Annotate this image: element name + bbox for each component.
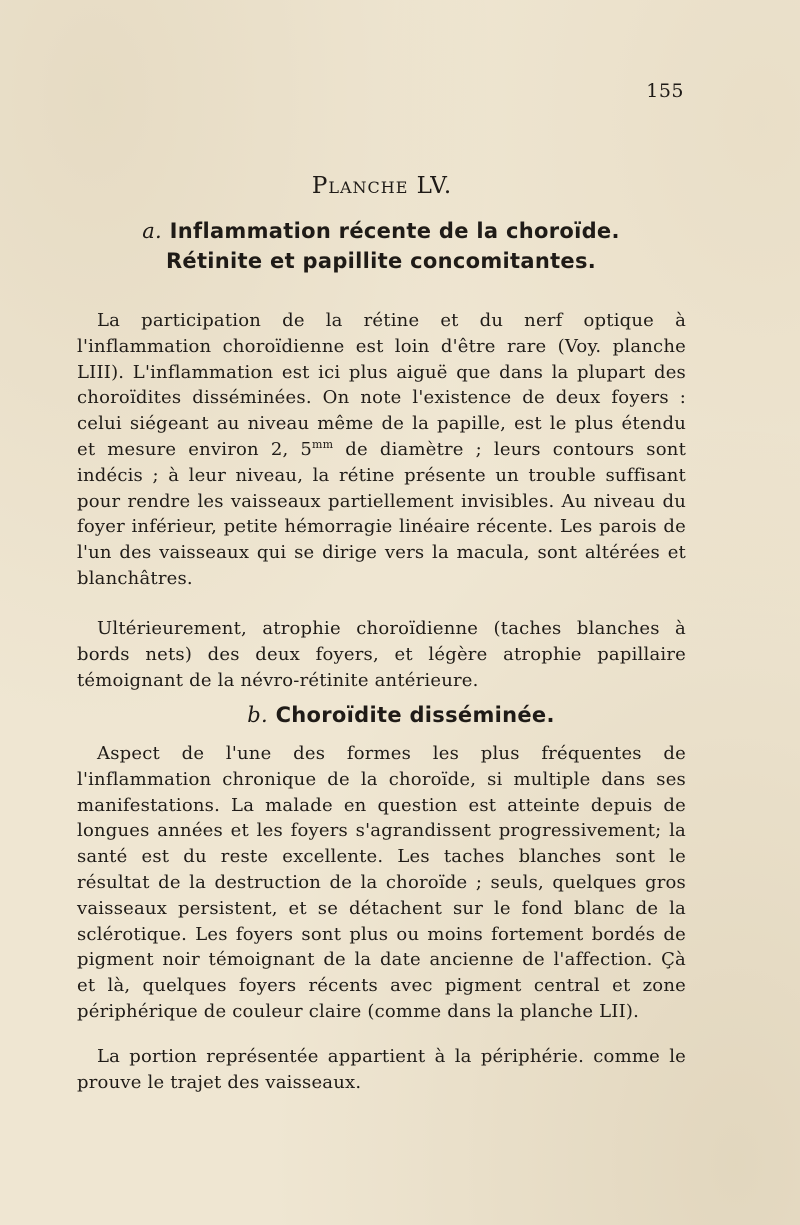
section-b-paragraph-2: La portion représentée appartient à la périphérie. comme le prouve le trajet des vaisseaux. — [77, 1046, 686, 1093]
section-a-heading-line1 — [76, 216, 686, 246]
section-a-paragraph-1-part1: La participation de la rétine et du nerf optique à l'inflammation choroïdienne est loin d'être rare (Voy. planche LIII). L'inflammation est ici plus aiguë que dans la plupart des choroïdites disséminées. On note l'existence de deux foyers : celui siégeant au niveau même de la papille, est le plus étendu et mesure environ 2, 5 — [77, 310, 686, 460]
section-a-paragraph-1 — [77, 308, 686, 592]
section-a-letter: a. — [142, 219, 163, 243]
section-b-letter: b. — [247, 703, 268, 727]
section-a-title-line1: Inflammation récente de la choroïde. — [169, 219, 620, 243]
section-a-heading — [76, 216, 686, 276]
section-a-paragraph-1-unit: mm — [312, 437, 334, 451]
section-a-paragraph-2: Ultérieurement, atrophie choroïdienne (taches blanches à bords nets) des deux foyers, et légère atrophie papillaire témoignant de la névro-rétinite antérieure. — [77, 618, 686, 691]
section-b-title: Choroïdite disséminée. — [275, 703, 555, 727]
section-a-paragraph-1-part2: de diamètre ; leurs contours sont indécis ; à leur niveau, la rétine présente un trouble suffisant pour rendre les vaisseaux partiellement invisibles. Au niveau du foyer inférieur, petite hémorragie linéaire récente. Les parois de l'un des vaisseaux qui se dirige vers la macula, sont altérées et blanchâtres. — [77, 438, 687, 589]
section-b-paragraph-1: Aspect de l'une des formes les plus fréquentes de l'inflammation chronique de la choroïde, si multiple dans ses manifestations. La malade en question est atteinte depuis de longues années et les foyers s'agrandissent progressivement; la santé est du reste excellente. Les taches blanches sont le résultat de la destruction de la choroïde ; seuls, quelques gros vaisseaux persistent, et se détachent sur le fond blanc de la sclérotique. Les foyers sont plus ou moins fortement bordés de pigment noir témoignant de la date ancienne de l'affection. Çà et là, quelques foyers récents avec pigment central et zone périphérique de couleur claire (comme dans la planche LII). — [77, 743, 686, 1022]
page-number: 155 — [646, 80, 684, 102]
section-b-heading — [96, 700, 706, 730]
plate-title: Planche LV. — [311, 173, 453, 199]
section-a-title-line2: Rétinite et papillite concomitantes. — [165, 249, 597, 273]
